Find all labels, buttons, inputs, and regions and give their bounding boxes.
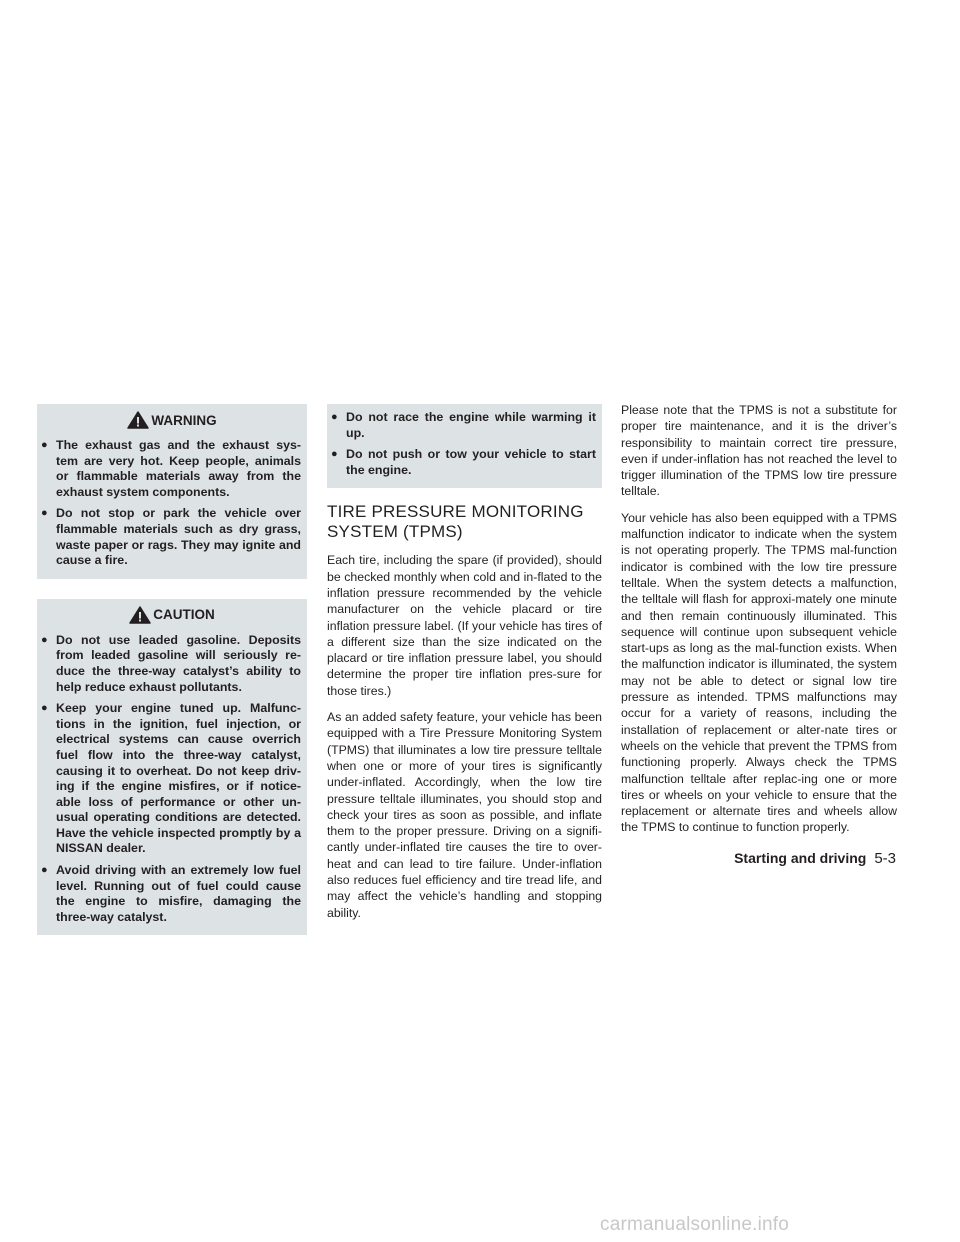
caution-list <box>37 633 307 926</box>
caution-heading <box>37 603 307 627</box>
warning-box <box>37 404 307 579</box>
paragraph: Please note that the TPMS is not a substitute for proper tire maintenance, and it is the driver’s responsibility to maintain correct tire pressure, even if under-inflation has not reached the level to trigger illumination of the TPMS low tire pressure telltale. <box>621 403 897 499</box>
left-column <box>37 404 307 935</box>
paragraph: Each tire, including the spare (if provided), should be checked monthly when cold and in-flated to the inflation pressure recommended by the vehicle manufacturer on the vehicle placard or tire inflation pressure label. (If your vehicle has tires of a different size than the size indicated on the placard or tire inflation pressure label, you should determine the proper tire inflation pres-sure for those tires.) <box>327 553 602 698</box>
section-heading-tpms: TIRE PRESSURE MONITORING SYSTEM (TPMS) <box>327 502 584 542</box>
caution-heading-text: CAUTION <box>153 607 215 623</box>
bullet-icon: ● <box>41 702 48 715</box>
right-column <box>621 402 897 846</box>
bullet-icon: ● <box>331 411 338 423</box>
paragraph: Your vehicle has also been equipped with a TPMS malfunction indicator to indicate when the system is not operating properly. The TPMS mal-function indicator is combined with the low tire pressure telltale. When the system detects a malfunction, the telltale will flash for approxi-mately one minute and then remain continuously illuminated. This sequence will continue upon subsequent vehicle start-ups as long as the mal-function exists. When the malfunction indicator is illuminated, the system may not be able to detect or signal low tire pressure as intended. TPMS malfunctions may occur for a variety of reasons, including the installation of replacement or alter-nate tires or wheels on the vehicle that prevent the TPMS from functioning properly. Always check the TPMS malfunction telltale after replac-ing one or more tires or wheels on your vehicle to ensure that the replacement or alternate tires and wheels allow the TPMS to continue to function properly. <box>621 510 897 835</box>
bullet-icon: ● <box>41 633 48 646</box>
page-footer <box>734 850 896 867</box>
list-item: ● Do not stop or park the vehicle over flammable materials such as dry grass, waste paper or rags. They may ignite and cause a fire. <box>41 506 301 568</box>
bullet-icon: ● <box>41 507 48 520</box>
warning-triangle-icon <box>127 411 149 429</box>
middle-column <box>327 404 602 931</box>
caution-list-continued <box>327 410 602 478</box>
list-item: ● Avoid driving with an extremely low fuel level. Running out of fuel could cause the engine to misfire, damaging the three-way catalyst. <box>41 863 301 924</box>
warning-heading <box>37 408 307 432</box>
watermark: carmanualsonline.info <box>600 1214 790 1235</box>
caution-box <box>37 599 307 936</box>
bullet-icon: ● <box>331 448 338 461</box>
bullet-icon: ● <box>41 439 48 451</box>
bullet-icon: ● <box>41 864 48 877</box>
list-item: ● The exhaust gas and the exhaust sys-tem are very hot. Keep people, animals or flammable materials away from the exhaust system components. <box>41 438 301 499</box>
page-number: 5-3 <box>874 850 896 867</box>
warning-heading-text: WARNING <box>151 412 217 428</box>
list-item: ● Do not use leaded gasoline. Deposits from leaded gasoline will seriously re-duce the three-way catalyst’s ability to help reduce exhaust pollutants. <box>41 632 301 694</box>
list-item: ● Keep your engine tuned up. Malfunc-tions in the ignition, fuel injection, or electrical systems can cause overrich fuel flow into the three-way catalyst, causing it to overheat. Do not keep driv-ing if the engine misfires, or if notice-able loss of performance or other un-usual operating conditions are detected. Have the vehicle inspected promptly by a NISSAN dealer. <box>41 701 301 856</box>
paragraph: As an added safety feature, your vehicle has been equipped with a Tire Pressure Monitoring System (TPMS) that illuminates a low tire pressure telltale when one or more of your tires is significantly under-inflated. Accordingly, when the low tire pressure telltale illuminates, you should stop and check your tires as soon as possible, and inflate them to the proper pressure. Driving on a signifi-cantly under-inflated tire causes the tire to over-heat and can lead to tire failure. Under-inflation also reduces fuel efficiency and tire tread life, and may affect the vehicle’s handling and stopping ability. <box>327 710 602 920</box>
warning-list <box>37 438 307 569</box>
list-item: ● Do not race the engine while warming it up. <box>331 410 596 440</box>
caution-triangle-icon <box>129 606 151 624</box>
chapter-title: Starting and driving <box>734 850 867 866</box>
list-item: ● Do not push or tow your vehicle to start the engine. <box>331 447 596 477</box>
caution-box-continued <box>327 404 602 488</box>
